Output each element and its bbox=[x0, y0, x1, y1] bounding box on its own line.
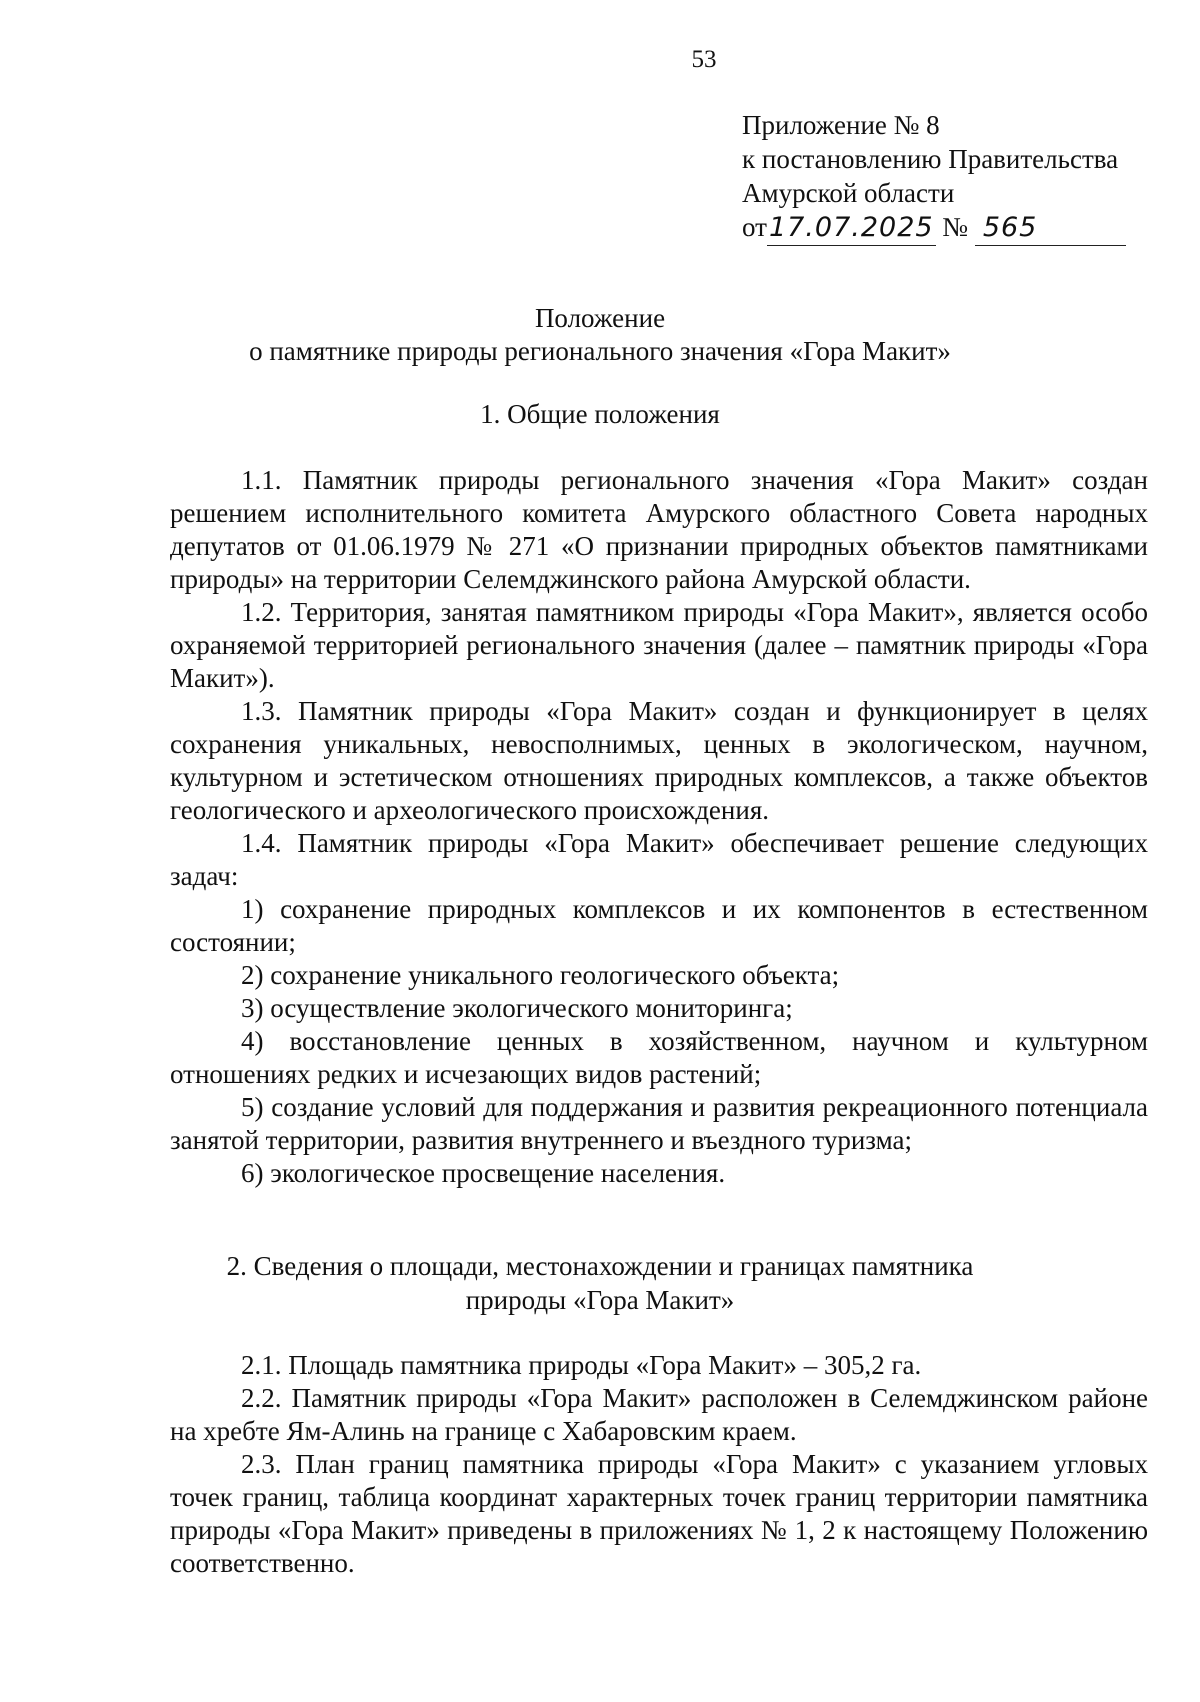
annex-date-number-line bbox=[742, 210, 1126, 246]
paragraph: 1.3. Памятник природы «Гора Макит» создан и функционирует в целях сохранения уникальных, невосполнимых, ценных в экологическом, научном, культурном и эстетическом отношениях природных комплексов, а также объектов геологического и археологического происхождения. bbox=[170, 696, 1148, 825]
annex-line-2: к постановлению Правительства bbox=[742, 144, 1119, 174]
list-item: 4) восстановление ценных в хозяйственном, научном и культурном отношениях редких и исчезающих видов растений; bbox=[170, 1026, 1148, 1089]
list-item: 3) осуществление экологического мониторинга; bbox=[241, 993, 793, 1023]
section-1-heading: 1. Общие положения bbox=[480, 399, 720, 429]
paragraph: 2.3. План границ памятника природы «Гора Макит» с указанием угловых точек границ, таблица координат характерных точек границ территории памятника природы «Гора Макит» приведены в приложениях № 1, 2 к настоящему Положению соответственно. bbox=[170, 1449, 1148, 1578]
section-1-body bbox=[170, 464, 1148, 1190]
list-item: 5) создание условий для поддержания и развития рекреационного потенциала занятой территории, развития внутреннего и въездного туризма; bbox=[170, 1092, 1148, 1155]
paragraph: 2.2. Памятник природы «Гора Макит» расположен в Селемджинском районе на хребте Ям-Алинь на границе с Хабаровским краем. bbox=[170, 1383, 1148, 1446]
from-label: от bbox=[742, 212, 767, 242]
section-2-heading-line-1: 2. Сведения о площади, местонахождении и границах памятника bbox=[226, 1251, 974, 1281]
paragraph: 1.2. Территория, занятая памятником природы «Гора Макит», является особо охраняемой территорией регионального значения (далее – памятник природы «Гора Макит»). bbox=[170, 597, 1148, 693]
paragraph: 1.4. Памятник природы «Гора Макит» обеспечивает решение следующих задач: bbox=[170, 828, 1148, 891]
document-subtitle: о памятнике природы регионального значения «Гора Макит» bbox=[249, 336, 951, 366]
page-number: 53 bbox=[691, 46, 717, 73]
paragraph: 1.1. Памятник природы регионального значения «Гора Макит» создан решением исполнительного комитета Амурского областного Совета народных депутатов от 01.06.1979 № 271 «О признании природных объектов памятниками природы» на территории Селемджинского района Амурской области. bbox=[170, 465, 1148, 594]
list-item: 1) сохранение природных комплексов и их компонентов в естественном состоянии; bbox=[170, 894, 1148, 957]
handwritten-date: 17.07.2025 bbox=[768, 212, 934, 243]
annex-line-3: Амурской области bbox=[742, 178, 955, 208]
list-item: 6) экологическое просвещение населения. bbox=[241, 1158, 726, 1188]
document-title: Положение bbox=[534, 303, 666, 333]
paragraph: 2.1. Площадь памятника природы «Гора Макит» – 305,2 га. bbox=[241, 1350, 922, 1380]
section-2-body bbox=[170, 1349, 1148, 1580]
list-item: 2) сохранение уникального геологического объекта; bbox=[241, 960, 840, 990]
annex-block bbox=[742, 108, 1126, 246]
section-2-heading-line-2: природы «Гора Макит» bbox=[465, 1285, 735, 1315]
annex-line-1: Приложение № 8 bbox=[742, 110, 940, 140]
handwritten-number: 565 bbox=[982, 212, 1038, 243]
number-label: № bbox=[942, 212, 969, 242]
